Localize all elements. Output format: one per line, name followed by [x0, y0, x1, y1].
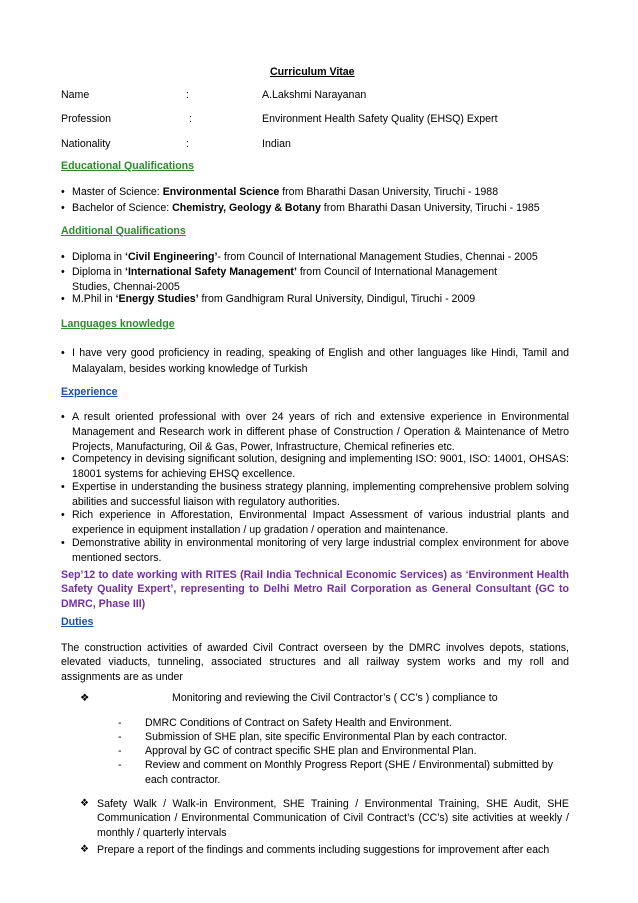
nationality-value: Indian: [262, 138, 291, 150]
bullet-icon: •: [61, 251, 65, 263]
bullet-icon: •: [61, 537, 65, 549]
languages-heading: Languages knowledge: [61, 318, 175, 330]
profession-value: Environment Health Safety Quality (EHSQ) Expert: [262, 113, 498, 125]
dash-icon: -: [118, 731, 122, 743]
bullet-icon: •: [61, 509, 65, 521]
diamond-bullet-icon: ❖: [80, 692, 90, 704]
experience-item: • Competency in devising significant solution, designing and implementing ISO: 9001, ISO: 14001, OHSAS: 18001 systems for achieving EHSQ excellence.: [61, 453, 569, 480]
experience-item: • Expertise in understanding the business strategy planning, implementing comprehensive problem solving abilities and successful liaison with regulatory authorities.: [61, 481, 569, 508]
name-colon: :: [186, 89, 189, 101]
education-item: • Master of Science: Environmental Science from Bharathi Dasan University, Tiruchi - 1988: [61, 186, 499, 198]
education-heading: Educational Qualifications: [61, 160, 195, 172]
dash-icon: -: [118, 759, 122, 771]
bullet-icon: •: [61, 266, 65, 278]
name-value: A.Lakshmi Narayanan: [262, 89, 367, 101]
bullet-icon: •: [61, 293, 65, 305]
profession-colon: :: [189, 113, 192, 125]
education-item: • Bachelor of Science: Chemistry, Geology & Botany from Bharathi Dasan University, Tiruchi - 1985: [61, 202, 540, 214]
name-label: Name: [61, 89, 90, 101]
duty-point: ❖ Prepare a report of the findings and comments including suggestions for improvement after each: [80, 844, 550, 856]
diamond-bullet-icon: ❖: [80, 798, 89, 809]
nationality-label: Nationality: [61, 138, 111, 150]
bullet-icon: •: [61, 453, 65, 465]
experience-item: • Demonstrative ability in environmental monitoring of very large industrial complex environment for above mentioned sectors.: [61, 537, 569, 564]
sub-item: - DMRC Conditions of Contract on Safety Health and Environment.: [118, 717, 452, 729]
diamond-bullet-icon: ❖: [80, 844, 89, 855]
current-position: Sep’12 to date working with RITES (Rail India Technical Economic Services) as ‘Environment Health Safety Quality Expert’, representing to Delhi Metro Rail Corporation as General Consultant (GC to DMRC, Phase III): [61, 569, 569, 610]
bullet-icon: •: [61, 481, 65, 493]
bullet-icon: •: [61, 411, 65, 423]
monitoring-text: Monitoring and reviewing the Civil Contractor’s ( CC’s ) compliance to: [172, 692, 498, 704]
duties-heading: Duties: [61, 616, 94, 628]
additional-item: • Diploma in ‘International Safety Management’ from Council of International Management Studies, Chennai-2005: [61, 266, 498, 293]
sub-item: - Submission of SHE plan, site specific Environmental Plan by each contractor.: [118, 731, 508, 743]
bullet-icon: •: [61, 202, 65, 214]
sub-item: - Approval by GC of contract specific SHE plan and Environmental Plan.: [118, 745, 477, 757]
dash-icon: -: [118, 745, 122, 757]
bullet-icon: •: [61, 186, 65, 198]
additional-heading: Additional Qualifications: [61, 225, 186, 237]
nationality-colon: :: [186, 138, 189, 150]
profession-label: Profession: [61, 113, 112, 125]
languages-item: • I have very good proficiency in reading, speaking of English and other languages like Hindi, Tamil and Malayalam, besides working knowledge of Turkish: [61, 347, 569, 375]
sub-item: - Review and comment on Monthly Progress Report (SHE / Environmental) submitted by each contractor.: [118, 759, 554, 786]
experience-item: • A result oriented professional with over 24 years of rich and extensive experience in Environmental Management and Research work in different phase of Construction / Operation & Maintenance of Metro Projects, Manufacturing, Oil & Gas, Power, Infrastructure, Chemical refineries etc.: [61, 411, 569, 453]
additional-item: • M.Phil in ‘Energy Studies’ from Gandhigram Rural University, Dindigul, Tiruchi - 2009: [61, 293, 476, 305]
additional-item: • Diploma in ‘Civil Engineering’- from Council of International Management Studies, Chennai - 2005: [61, 251, 538, 263]
duty-point: ❖ Safety Walk / Walk-in Environment, SHE Training / Environmental Training, SHE Audit, SHE Communication / Environmental Communication of Civil Contract’s (CC’s) site activities at weekly / monthly / quarterly intervals: [80, 798, 569, 839]
experience-item: • Rich experience in Afforestation, Environmental Impact Assessment of various industrial plants and experience in equipment installation / up gradation / operation and maintenance.: [61, 509, 569, 536]
duties-intro: The construction activities of awarded Civil Contract overseen by the DMRC involves depots, stations, elevated viaducts, tunneling, associated structures and all railway system works and my roll and assignments are as under: [61, 642, 569, 683]
bullet-icon: •: [61, 347, 65, 359]
dash-icon: -: [118, 717, 122, 729]
document-title: Curriculum Vitae: [270, 66, 355, 78]
experience-heading: Experience: [61, 386, 118, 398]
